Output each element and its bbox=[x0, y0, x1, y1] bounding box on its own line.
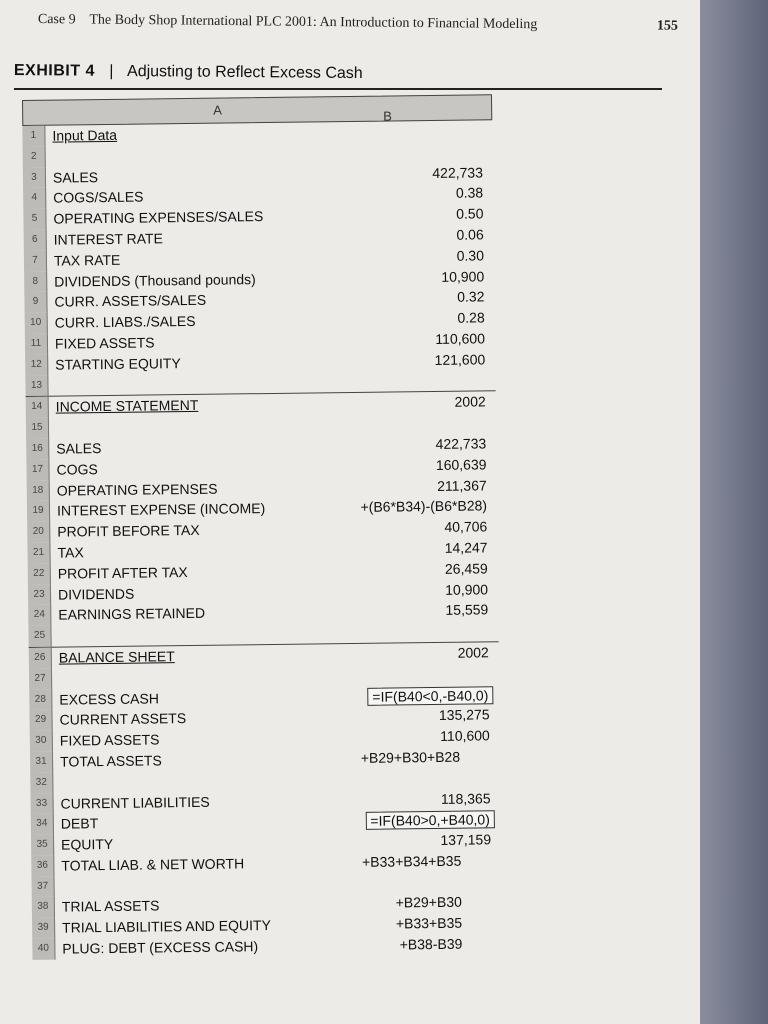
exhibit-title bbox=[14, 62, 363, 83]
row-number: 36 bbox=[31, 856, 54, 877]
row-label: CURRENT LIABILITIES bbox=[60, 793, 210, 812]
row-number: 39 bbox=[32, 918, 55, 939]
case-title: The Body Shop International PLC 2001: An Introduction to Financial Modeling bbox=[89, 12, 538, 33]
row-label: CURRENT ASSETS bbox=[59, 710, 187, 728]
row-value: +B29+B30+B28 bbox=[360, 748, 461, 766]
exhibit-label: EXHIBIT 4 bbox=[13, 62, 95, 80]
row-number: 16 bbox=[26, 439, 49, 460]
row-number: 3 bbox=[23, 167, 46, 188]
row-number: 26 bbox=[29, 648, 52, 669]
row-value: 110,600 bbox=[440, 727, 490, 745]
row-number: 1 bbox=[22, 126, 45, 147]
row-value: +(B6*B34)-(B6*B28) bbox=[360, 497, 488, 516]
row-number: 32 bbox=[30, 772, 53, 793]
row-label: STARTING EQUITY bbox=[55, 354, 181, 373]
row-value: 0.32 bbox=[457, 288, 485, 306]
row-number: 38 bbox=[32, 897, 55, 918]
row-label: OPERATING EXPENSES bbox=[56, 480, 218, 499]
row-label: TOTAL LIAB. & NET WORTH bbox=[61, 855, 245, 874]
row-label: DEBT bbox=[60, 815, 99, 832]
row-value: +B38-B39 bbox=[399, 935, 463, 953]
row-label: TOTAL ASSETS bbox=[59, 752, 162, 770]
row-value: 137,159 bbox=[440, 831, 492, 849]
row-label: EQUITY bbox=[61, 836, 114, 853]
row-number: 18 bbox=[27, 480, 50, 501]
row-value: 10,900 bbox=[445, 580, 489, 598]
exhibit-caption: Adjusting to Reflect Excess Cash bbox=[126, 62, 363, 83]
page-edge bbox=[700, 0, 768, 1024]
title-rule bbox=[14, 88, 662, 90]
case-number: Case 9 bbox=[37, 12, 76, 28]
exhibit-separator: | bbox=[109, 62, 114, 80]
row-label: INTEREST RATE bbox=[53, 230, 163, 248]
row-label: DIVIDENDS (Thousand pounds) bbox=[54, 270, 256, 290]
row-value: 2002 bbox=[454, 393, 486, 411]
row-label: DIVIDENDS bbox=[57, 585, 135, 603]
row-value: 0.06 bbox=[456, 226, 484, 243]
row-number: 14 bbox=[26, 397, 49, 418]
row-number: 12 bbox=[25, 354, 48, 375]
row-label: PROFIT BEFORE TAX bbox=[57, 522, 200, 540]
row-value: 160,639 bbox=[435, 456, 487, 473]
row-number: 34 bbox=[31, 814, 54, 835]
row-number: 22 bbox=[28, 563, 51, 584]
row-label: INTEREST EXPENSE (INCOME) bbox=[56, 500, 266, 519]
row-value: 0.28 bbox=[457, 309, 485, 326]
row-number: 4 bbox=[23, 188, 46, 209]
row-value: 422,733 bbox=[435, 435, 487, 452]
page-number: 155 bbox=[656, 18, 678, 34]
row-value: 118,365 bbox=[440, 789, 491, 807]
row-number: 8 bbox=[24, 271, 47, 292]
row-label: TAX RATE bbox=[53, 251, 121, 269]
row-number: 11 bbox=[25, 334, 48, 355]
row-value: 14,247 bbox=[444, 539, 488, 556]
row-number: 27 bbox=[29, 668, 52, 689]
row-value: 0.38 bbox=[455, 184, 484, 202]
row-label: PROFIT AFTER TAX bbox=[57, 563, 188, 582]
row-number: 5 bbox=[23, 209, 46, 230]
row-number: 29 bbox=[29, 710, 52, 731]
row-value: 26,459 bbox=[444, 560, 488, 577]
row-number: 7 bbox=[24, 250, 47, 271]
row-value: +B29+B30 bbox=[395, 894, 462, 911]
row-number: 13 bbox=[25, 375, 48, 396]
row-value: +B33+B34+B35 bbox=[361, 852, 462, 870]
row-label: FIXED ASSETS bbox=[59, 731, 160, 749]
row-value: 40,706 bbox=[444, 518, 488, 536]
row-label: OPERATING EXPENSES/SALES bbox=[53, 208, 264, 227]
row-value: 422,733 bbox=[432, 163, 484, 181]
row-value: 0.50 bbox=[456, 205, 484, 222]
row-label: COGS/SALES bbox=[53, 188, 144, 207]
row-value: 15,559 bbox=[445, 601, 489, 619]
row-number: 31 bbox=[30, 752, 53, 773]
row-number: 20 bbox=[27, 522, 50, 543]
row-label: TAX bbox=[57, 544, 84, 561]
sheet-rows bbox=[22, 120, 502, 960]
column-b-header: B bbox=[383, 108, 392, 124]
row-label: TRIAL ASSETS bbox=[61, 897, 160, 916]
column-a-header: A bbox=[213, 102, 222, 118]
row-number: 28 bbox=[29, 689, 52, 710]
row-label: SALES bbox=[52, 168, 99, 186]
row-label: EXCESS CASH bbox=[59, 689, 160, 708]
row-number: 9 bbox=[24, 292, 47, 313]
row-label: CURR. ASSETS/SALES bbox=[54, 292, 207, 310]
row-value: +B33+B35 bbox=[395, 914, 463, 932]
row-label: PLUG: DEBT (EXCESS CASH) bbox=[62, 938, 259, 957]
spreadsheet bbox=[22, 94, 502, 960]
row-value: 110,600 bbox=[435, 330, 486, 347]
row-value: =IF(B40>0,+B40,0) bbox=[365, 811, 495, 831]
row-value: 135,275 bbox=[438, 706, 490, 724]
row-number: 10 bbox=[25, 313, 48, 334]
row-value: 211,367 bbox=[437, 476, 487, 494]
row-value: 121,600 bbox=[434, 351, 486, 368]
row-label: CURR. LIABS./SALES bbox=[54, 313, 196, 331]
row-number: 33 bbox=[30, 793, 53, 814]
row-label: Input Data bbox=[52, 126, 118, 144]
row-value: =IF(B40<0,-B40,0) bbox=[367, 686, 493, 706]
row-number: 25 bbox=[28, 626, 51, 647]
row-value: 2002 bbox=[457, 644, 489, 661]
row-label: EARNINGS RETAINED bbox=[58, 605, 206, 623]
row-label: TRIAL LIABILITIES AND EQUITY bbox=[62, 917, 271, 936]
row-number: 23 bbox=[28, 584, 51, 605]
row-number: 21 bbox=[27, 543, 50, 564]
row-number: 30 bbox=[30, 731, 53, 752]
row-number: 15 bbox=[26, 418, 49, 439]
row-number: 35 bbox=[31, 835, 54, 856]
row-label: BALANCE SHEET bbox=[58, 648, 175, 666]
row-value: 0.30 bbox=[456, 247, 485, 264]
row-value: 10,900 bbox=[441, 267, 485, 285]
row-number: 24 bbox=[28, 605, 51, 626]
row-label: COGS bbox=[56, 460, 98, 478]
row-number: 37 bbox=[31, 876, 54, 897]
row-number: 40 bbox=[32, 939, 55, 960]
row-label: INCOME STATEMENT bbox=[55, 397, 199, 415]
row-number: 6 bbox=[24, 230, 47, 251]
row-label: FIXED ASSETS bbox=[54, 334, 155, 352]
row-number: 2 bbox=[23, 147, 46, 168]
row-number: 19 bbox=[27, 501, 50, 522]
row-number: 17 bbox=[26, 459, 49, 480]
row-label: SALES bbox=[56, 440, 102, 457]
